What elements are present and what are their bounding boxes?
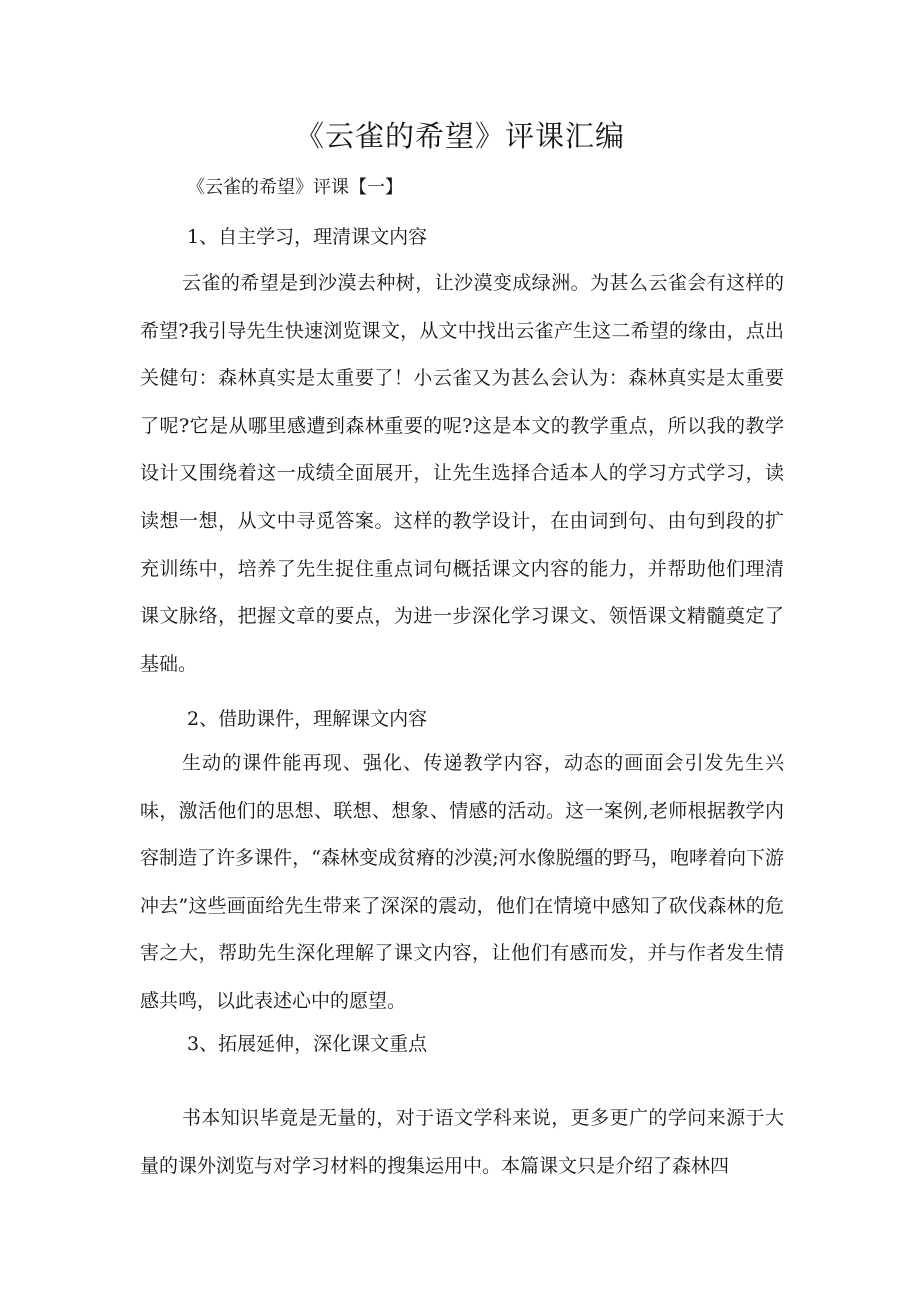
section-heading-3: 3、拓展延伸，深化课文重点 [187, 1033, 428, 1055]
section-paragraph-1: 云雀的希望是到沙漠去种树，让沙漠变成绿洲。为甚么云雀会有这样的希望?我引导先生快速浏览课文，从文中找出云雀产生这二希望的缘由，点出关健句：森林真实是太重要了！小云雀又为甚么会认为：森林真实是太重要了呢?它是从哪里感遭到森林重要的呢?这是本文的教学重点，所以我的教学设计又围绕着这一成绩全面展开，让先生选择合适本人的学习方式学习，读读想一想，从文中寻觅答案。这样的教学设计，在由词到句、由句到段的扩充训练中，培养了先生捉住重点词句概括课文内容的能力，并帮助他们理清课文脉络，把握文章的要点，为进一步深化学习课文、领悟课文精髓奠定了基础。 [140, 272, 784, 675]
section-paragraph-2: 生动的课件能再现、强化、传递教学内容，动态的画面会引发先生兴味，激活他们的思想、联想、想象、情感的活动。这一案例,老师根据教学内容制造了许多课件，“森林变成贫瘠的沙漠;河水像脱缰的野马，咆哮着向下游冲去”这些画面给先生带来了深深的震动，他们在情境中感知了砍伐森林的危害之大，帮助先生深化理解了课文内容，让他们有感而发，并与作者发生情感共鸣，以此表述心中的愿望。 [140, 752, 784, 1012]
section-heading-1: 1、自主学习，理清课文内容 [187, 226, 428, 248]
section-paragraph-3: 书本知识毕竟是无量的，对于语文学科来说，更多更广的学问来源于大量的课外浏览与对学习材料的搜集运用中。本篇课文只是介绍了森林四 [140, 1107, 784, 1177]
document-title: 《云雀的希望》评课汇编 [294, 119, 625, 153]
document-subtitle: 《云雀的希望》评课【一】 [187, 177, 403, 198]
section-heading-2: 2、借助课件，理解课文内容 [187, 708, 428, 730]
